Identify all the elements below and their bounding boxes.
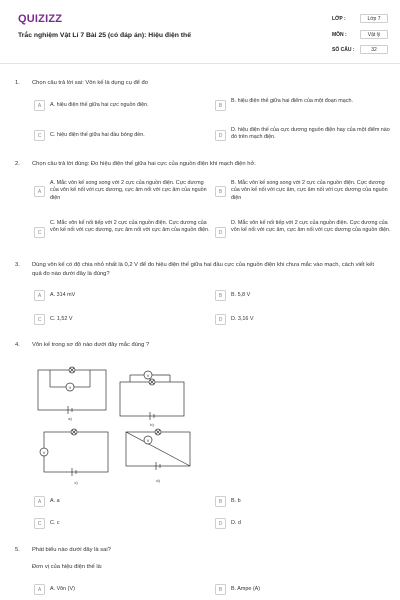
option-text: C. Mắc vôn kế nối tiếp với 2 cực của nguồn điện. Cực dương của vôn kế nối với cực dương, cực âm nối với cực âm của nguồn điện. [50,220,210,234]
circuit-b [120,371,184,420]
figure-label-a: a) [68,416,72,421]
option-letter: B [215,186,226,197]
question-text: Chọn câu trả lời đúng: Đo hiệu điện thế giữa hai cực của nguồn điện khi mạch điện hở. [32,161,256,167]
option-c[interactable] [34,220,210,249]
option-c[interactable] [34,314,209,326]
count-value: 32 [360,45,388,54]
option-text: A. Mắc vôn kế song song với 2 cực của nguồn điện. Cực dương của vôn kế nối với cực dương, cực âm nối với cực âm của nguồn điện [50,180,207,201]
option-d[interactable] [215,518,390,530]
count-label: SỐ CÂU : [332,47,355,53]
option-a[interactable] [34,180,209,208]
option-letter: D [215,518,226,529]
option-d[interactable] [215,314,390,326]
class-label: LỚP : [332,16,346,22]
option-letter: D [215,130,226,141]
option-letter: C [34,518,45,529]
option-text: C. 1,52 V [50,316,73,322]
option-letter: B [215,496,226,507]
option-letter: A [34,584,45,595]
option-text: B. Mắc vôn kế song song với 2 cực của nguồn điện. Cực dương của vôn kế nối với cực âm, cực âm nối với cực dương của nguồn điện [231,180,388,201]
option-letter: C [34,227,45,238]
circuit-a [38,367,106,414]
question-text: Phát biểu nào dưới đây là sai? [32,547,111,553]
option-c[interactable] [34,518,209,530]
option-letter: B [215,290,226,301]
question-text: Dùng vôn kế có độ chia nhỏ nhất là 0,2 V để đo hiệu điện thế giữa hai đầu cực của nguồn điện khi chưa mắc vào mạch, cách viết kết quả đo nào dưới đây là đúng? [32,262,374,277]
option-text: C. hiệu điện thế giữa hai đầu bóng đèn. [50,132,145,138]
option-b[interactable] [215,290,390,302]
option-letter: A [34,290,45,301]
option-letter: D [215,227,226,238]
circuit-d [126,429,190,470]
option-b[interactable] [215,584,390,596]
page-title: Trắc nghiệm Vật Lí 7 Bài 25 (có đáp án): Hiệu điện thế [18,32,191,39]
option-letter: C [34,130,45,141]
option-letter: B [215,584,226,595]
page-header [0,0,400,62]
option-text: A. a [50,498,60,504]
option-b[interactable] [215,496,390,508]
class-value: Lớp 7 [360,14,388,23]
option-a[interactable] [34,584,209,596]
subject-value: Vật lý [360,30,388,39]
option-text: D. d [231,520,241,526]
header-divider [0,63,400,64]
circuit-c [40,429,108,476]
option-b[interactable] [215,180,390,208]
option-letter: D [215,314,226,325]
option-text: B. b [231,498,241,504]
option-text: C. c [50,520,60,526]
svg-text:V: V [146,438,150,443]
option-text: B. hiệu điện thế giữa hai điểm của một đoạn mạch. [231,98,353,104]
svg-text:V: V [146,373,150,378]
question-subtext: Đơn vị của hiệu điện thế là: [32,564,103,570]
quizizz-logo[interactable]: QUIZIZZ [18,13,63,25]
option-a[interactable] [34,100,209,116]
figure-label-c: c) [74,480,78,485]
option-a[interactable] [34,496,209,508]
option-text: B. 5,8 V [231,292,251,298]
option-c[interactable] [34,130,209,146]
option-letter: A [34,496,45,507]
option-text: A. Vôn (V) [50,586,75,592]
option-text: A. hiệu điện thế giữa hai cực nguồn điện. [50,102,149,108]
question-number: 4. [15,342,20,348]
option-text: D. hiệu điện thế của cực dương nguồn điện hay của một điểm nào đó trên mạch điện. [231,127,390,141]
figure-label-d: d) [156,478,160,483]
option-d[interactable] [215,220,391,249]
option-text: D. 3,16 V [231,316,254,322]
option-text: B. Ampe (A) [231,586,261,592]
question-number: 3. [15,262,20,268]
option-letter: A [34,100,45,111]
option-a[interactable] [34,290,209,302]
option-text: A. 314 mV [50,292,76,298]
option-d[interactable] [215,127,390,146]
option-letter: A [34,186,45,197]
option-b[interactable] [215,100,390,116]
svg-text:V: V [68,385,72,390]
question-text: Vôn kế trong sơ đồ nào dưới đây mắc đúng ? [32,342,150,348]
question-number: 2. [15,161,20,167]
question-number: 1. [15,80,20,86]
figure-label-b: b) [150,422,154,427]
option-letter: B [215,100,226,111]
option-letter: C [34,314,45,325]
option-text: D. Mắc vôn kế nối tiếp với 2 cực của nguồn điện. Cực dương của vôn kế nối với cực âm, cực âm nối với cực dương của nguồn điện. [231,220,391,234]
subject-label: MÔN : [332,32,347,38]
question-text: Chọn câu trả lời sai: Vôn kế là dụng cụ để đo [32,80,148,86]
question-number: 5. [15,547,20,553]
circuit-diagrams-figure [30,360,210,488]
svg-text:V: V [42,450,46,455]
